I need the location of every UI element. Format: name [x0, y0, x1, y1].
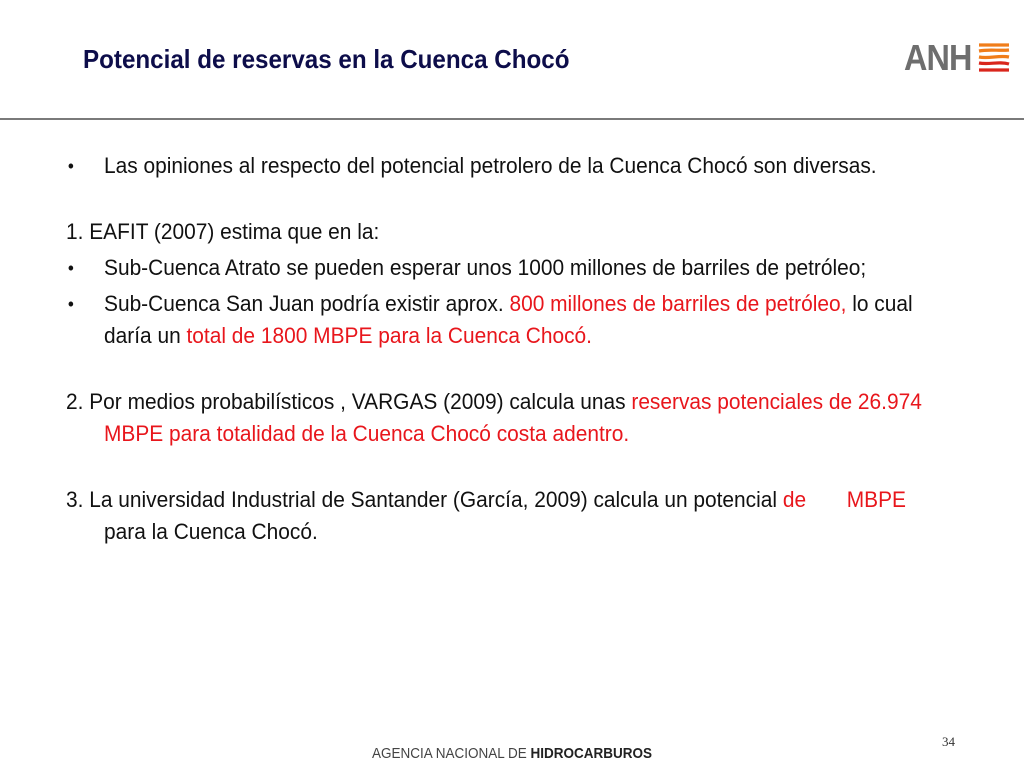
spacer [66, 352, 945, 386]
slide-title: Potencial de reservas en la Cuenca Chocó [83, 44, 570, 74]
highlight-segment: reservas potenciales de 26.974 MBPE para totalidad de la Cuenca Chocó costa adentro. [104, 389, 922, 446]
item3-paragraph [66, 484, 945, 548]
footer-agency-name [372, 745, 652, 762]
spacer [66, 450, 945, 484]
footer-bold-text: HIDROCARBUROS [530, 745, 653, 762]
anh-logo [904, 37, 1024, 78]
logo-stripes-icon [975, 42, 1011, 74]
item2-paragraph [66, 386, 945, 450]
slide-content [66, 150, 945, 548]
highlight-segment: 800 millones de barriles de petróleo, [509, 291, 847, 316]
page-number: 34 [942, 734, 955, 749]
anh-logo-text: ANH [904, 37, 972, 78]
highlight-segment: total de 1800 MBPE para la Cuenca Chocó. [186, 323, 592, 348]
text-segment: 2. Por medios probabilísticos , VARGAS (2009) calcula unas [66, 389, 632, 414]
item1-heading: 1. EAFIT (2007) estima que en la: [66, 219, 380, 244]
text-segment: 3. La universidad Industrial de Santander (García, 2009) calcula un potencial [66, 487, 783, 512]
text-segment: lo cual daría un [104, 291, 913, 348]
intro-bullet: • Las opiniones al respecto del potencial petrolero de la Cuenca Chocó son diversas. [66, 150, 945, 182]
footer-normal-text: AGENCIA NACIONAL DE [372, 745, 531, 762]
title-divider [0, 118, 1024, 120]
text-segment: Sub-Cuenca San Juan podría existir aprox. [104, 291, 510, 316]
item1-bullet-atrato: • Sub-Cuenca Atrato se pueden esperar unos 1000 millones de barriles de petróleo; [66, 252, 945, 284]
highlight-segment: de MBPE [782, 487, 906, 512]
text-segment: para la Cuenca Chocó. [104, 519, 318, 544]
item1-bullet-san-juan [66, 288, 945, 352]
spacer [66, 182, 945, 216]
